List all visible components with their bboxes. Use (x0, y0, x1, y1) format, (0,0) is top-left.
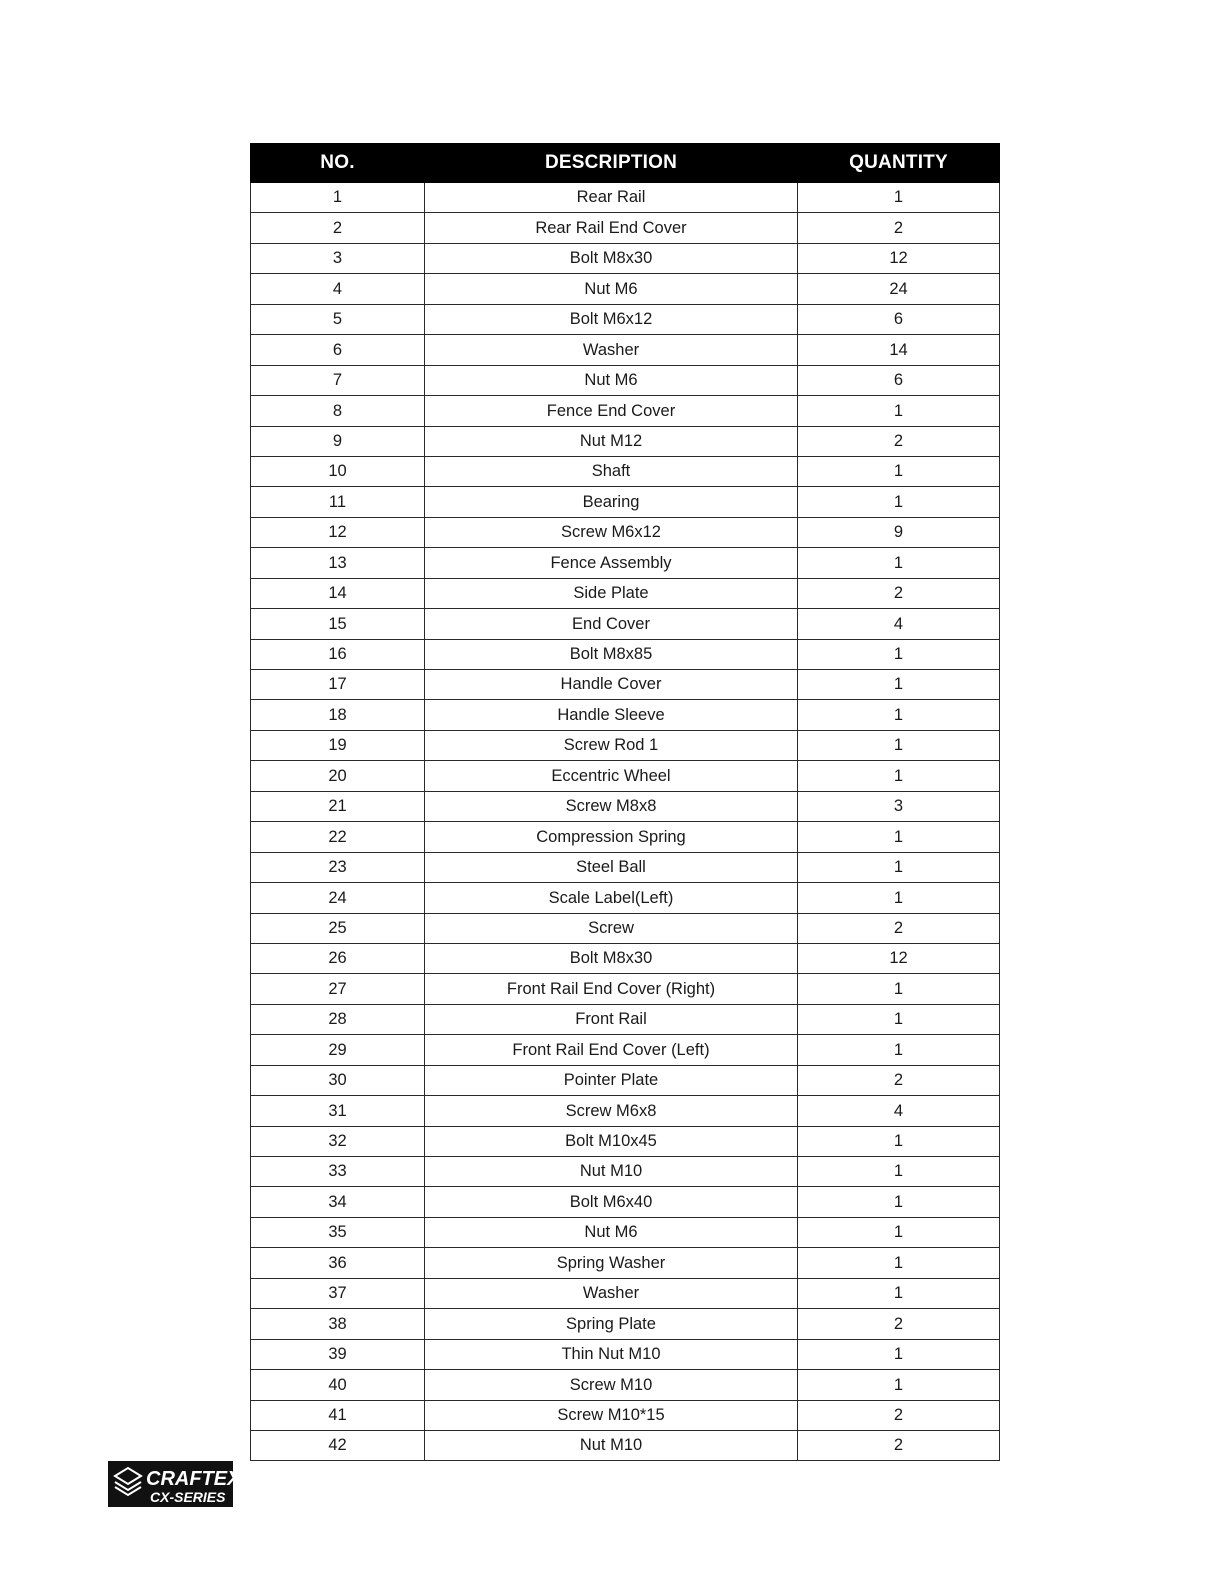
table-row (251, 426, 1000, 456)
table-row (251, 304, 1000, 334)
table-row (251, 517, 1000, 547)
table-row (251, 1278, 1000, 1308)
cell-no: 5 (251, 304, 425, 334)
table-header (251, 144, 1000, 183)
cell-quantity: 1 (798, 761, 1000, 791)
cell-no: 29 (251, 1035, 425, 1065)
cell-quantity: 1 (798, 487, 1000, 517)
table-row (251, 943, 1000, 973)
cell-no: 14 (251, 578, 425, 608)
cell-no: 36 (251, 1248, 425, 1278)
cell-quantity: 12 (798, 243, 1000, 273)
cell-quantity: 2 (798, 578, 1000, 608)
table-row (251, 730, 1000, 760)
cell-no: 18 (251, 700, 425, 730)
table-row (251, 456, 1000, 486)
cell-description: Front Rail (425, 1004, 798, 1034)
header-description: DESCRIPTION (425, 144, 798, 183)
cell-description: Screw M10 (425, 1370, 798, 1400)
cell-description: Spring Washer (425, 1248, 798, 1278)
cell-no: 26 (251, 943, 425, 973)
table-row (251, 822, 1000, 852)
cell-description: Bolt M8x85 (425, 639, 798, 669)
cell-no: 31 (251, 1096, 425, 1126)
table-row (251, 487, 1000, 517)
cell-no: 6 (251, 335, 425, 365)
cell-no: 11 (251, 487, 425, 517)
table-row (251, 791, 1000, 821)
logo-series-text: CX-SERIES (150, 1489, 226, 1505)
cell-description: Bolt M6x40 (425, 1187, 798, 1217)
cell-no: 21 (251, 791, 425, 821)
table-row (251, 883, 1000, 913)
cell-no: 25 (251, 913, 425, 943)
cell-no: 24 (251, 883, 425, 913)
cell-description: Front Rail End Cover (Right) (425, 974, 798, 1004)
cell-quantity: 2 (798, 1065, 1000, 1095)
table-row (251, 548, 1000, 578)
cell-quantity: 2 (798, 1309, 1000, 1339)
table-row (251, 1370, 1000, 1400)
cell-no: 10 (251, 456, 425, 486)
cell-description: Nut M6 (425, 365, 798, 395)
table-row (251, 1430, 1000, 1460)
header-quantity: QUANTITY (798, 144, 1000, 183)
cell-quantity: 1 (798, 456, 1000, 486)
table-row (251, 1217, 1000, 1247)
cell-quantity: 1 (798, 1217, 1000, 1247)
cell-no: 22 (251, 822, 425, 852)
table-row (251, 1248, 1000, 1278)
cell-no: 4 (251, 274, 425, 304)
cell-description: Shaft (425, 456, 798, 486)
cell-no: 12 (251, 517, 425, 547)
table-row (251, 365, 1000, 395)
cell-description: Nut M10 (425, 1430, 798, 1460)
cell-description: Screw M10*15 (425, 1400, 798, 1430)
cell-no: 19 (251, 730, 425, 760)
cell-description: Bearing (425, 487, 798, 517)
table-row (251, 1187, 1000, 1217)
cell-no: 38 (251, 1309, 425, 1339)
parts-list-table (250, 143, 1000, 1461)
cell-description: Nut M12 (425, 426, 798, 456)
cell-description: Thin Nut M10 (425, 1339, 798, 1369)
cell-no: 1 (251, 183, 425, 213)
table-row (251, 639, 1000, 669)
cell-no: 16 (251, 639, 425, 669)
cell-quantity: 1 (798, 183, 1000, 213)
logo-brand-text: CRAFTEX (146, 1468, 233, 1490)
cell-no: 32 (251, 1126, 425, 1156)
table-row (251, 1035, 1000, 1065)
cell-quantity: 1 (798, 1370, 1000, 1400)
cell-description: Bolt M10x45 (425, 1126, 798, 1156)
cell-quantity: 1 (798, 1157, 1000, 1187)
cell-quantity: 1 (798, 639, 1000, 669)
table-row (251, 213, 1000, 243)
cell-quantity: 1 (798, 974, 1000, 1004)
cell-quantity: 12 (798, 943, 1000, 973)
cell-description: Washer (425, 335, 798, 365)
cell-no: 7 (251, 365, 425, 395)
cell-quantity: 1 (798, 670, 1000, 700)
cell-description: Screw (425, 913, 798, 943)
table-row (251, 670, 1000, 700)
cell-quantity: 2 (798, 1400, 1000, 1430)
cell-no: 17 (251, 670, 425, 700)
cell-no: 40 (251, 1370, 425, 1400)
cell-quantity: 1 (798, 822, 1000, 852)
table-row (251, 609, 1000, 639)
cell-description: Scale Label(Left) (425, 883, 798, 913)
cell-no: 3 (251, 243, 425, 273)
cell-quantity: 1 (798, 1004, 1000, 1034)
table-row (251, 578, 1000, 608)
cell-no: 37 (251, 1278, 425, 1308)
cell-quantity: 1 (798, 548, 1000, 578)
cell-quantity: 14 (798, 335, 1000, 365)
cell-quantity: 2 (798, 1430, 1000, 1460)
cell-no: 33 (251, 1157, 425, 1187)
cell-no: 9 (251, 426, 425, 456)
cell-description: Bolt M6x12 (425, 304, 798, 334)
cell-description: Nut M10 (425, 1157, 798, 1187)
cell-description: Bolt M8x30 (425, 943, 798, 973)
cell-description: Fence Assembly (425, 548, 798, 578)
cell-quantity: 4 (798, 1096, 1000, 1126)
cell-quantity: 2 (798, 913, 1000, 943)
table-row (251, 852, 1000, 882)
cell-quantity: 6 (798, 365, 1000, 395)
cell-description: Nut M6 (425, 1217, 798, 1247)
cell-description: Handle Sleeve (425, 700, 798, 730)
cell-quantity: 1 (798, 1339, 1000, 1369)
cell-quantity: 1 (798, 1248, 1000, 1278)
cell-description: Fence End Cover (425, 396, 798, 426)
cell-description: Steel Ball (425, 852, 798, 882)
cell-no: 39 (251, 1339, 425, 1369)
table-row (251, 913, 1000, 943)
table-row (251, 1309, 1000, 1339)
table-row (251, 1096, 1000, 1126)
table-row (251, 335, 1000, 365)
cell-quantity: 1 (798, 883, 1000, 913)
cell-quantity: 1 (798, 1126, 1000, 1156)
cell-description: Handle Cover (425, 670, 798, 700)
cell-description: Rear Rail (425, 183, 798, 213)
cell-no: 8 (251, 396, 425, 426)
table-row (251, 274, 1000, 304)
cell-no: 28 (251, 1004, 425, 1034)
cell-description: Washer (425, 1278, 798, 1308)
cell-no: 35 (251, 1217, 425, 1247)
table-row (251, 1004, 1000, 1034)
table-row (251, 1065, 1000, 1095)
cell-description: Rear Rail End Cover (425, 213, 798, 243)
table-row (251, 1157, 1000, 1187)
table-row (251, 396, 1000, 426)
cell-description: Screw M6x8 (425, 1096, 798, 1126)
cell-quantity: 2 (798, 426, 1000, 456)
cell-no: 41 (251, 1400, 425, 1430)
cell-no: 15 (251, 609, 425, 639)
table-row (251, 1339, 1000, 1369)
cell-description: Screw M6x12 (425, 517, 798, 547)
cell-quantity: 1 (798, 700, 1000, 730)
table-row (251, 761, 1000, 791)
cell-no: 27 (251, 974, 425, 1004)
cell-no: 20 (251, 761, 425, 791)
cell-description: Eccentric Wheel (425, 761, 798, 791)
table-row (251, 183, 1000, 213)
cell-quantity: 24 (798, 274, 1000, 304)
cell-quantity: 2 (798, 213, 1000, 243)
craftex-cx-series-logo (108, 1461, 233, 1507)
cell-quantity: 1 (798, 730, 1000, 760)
cell-quantity: 1 (798, 852, 1000, 882)
cell-description: Compression Spring (425, 822, 798, 852)
cell-description: Screw M8x8 (425, 791, 798, 821)
cell-no: 34 (251, 1187, 425, 1217)
cell-description: Screw Rod 1 (425, 730, 798, 760)
cell-description: Bolt M8x30 (425, 243, 798, 273)
cell-quantity: 1 (798, 1035, 1000, 1065)
cell-no: 42 (251, 1430, 425, 1460)
table-row (251, 1126, 1000, 1156)
table-row (251, 974, 1000, 1004)
table-row (251, 1400, 1000, 1430)
cell-description: End Cover (425, 609, 798, 639)
cell-description: Front Rail End Cover (Left) (425, 1035, 798, 1065)
cell-quantity: 4 (798, 609, 1000, 639)
cell-no: 23 (251, 852, 425, 882)
cell-description: Nut M6 (425, 274, 798, 304)
cell-no: 30 (251, 1065, 425, 1095)
cell-quantity: 3 (798, 791, 1000, 821)
cell-no: 2 (251, 213, 425, 243)
cell-description: Spring Plate (425, 1309, 798, 1339)
cell-quantity: 9 (798, 517, 1000, 547)
cell-description: Side Plate (425, 578, 798, 608)
header-no: NO. (251, 144, 425, 183)
cell-quantity: 6 (798, 304, 1000, 334)
table-body (251, 183, 1000, 1461)
cell-quantity: 1 (798, 396, 1000, 426)
header-row (251, 144, 1000, 183)
table-row (251, 243, 1000, 273)
cell-description: Pointer Plate (425, 1065, 798, 1095)
cell-no: 13 (251, 548, 425, 578)
cell-quantity: 1 (798, 1278, 1000, 1308)
table-row (251, 700, 1000, 730)
cell-quantity: 1 (798, 1187, 1000, 1217)
